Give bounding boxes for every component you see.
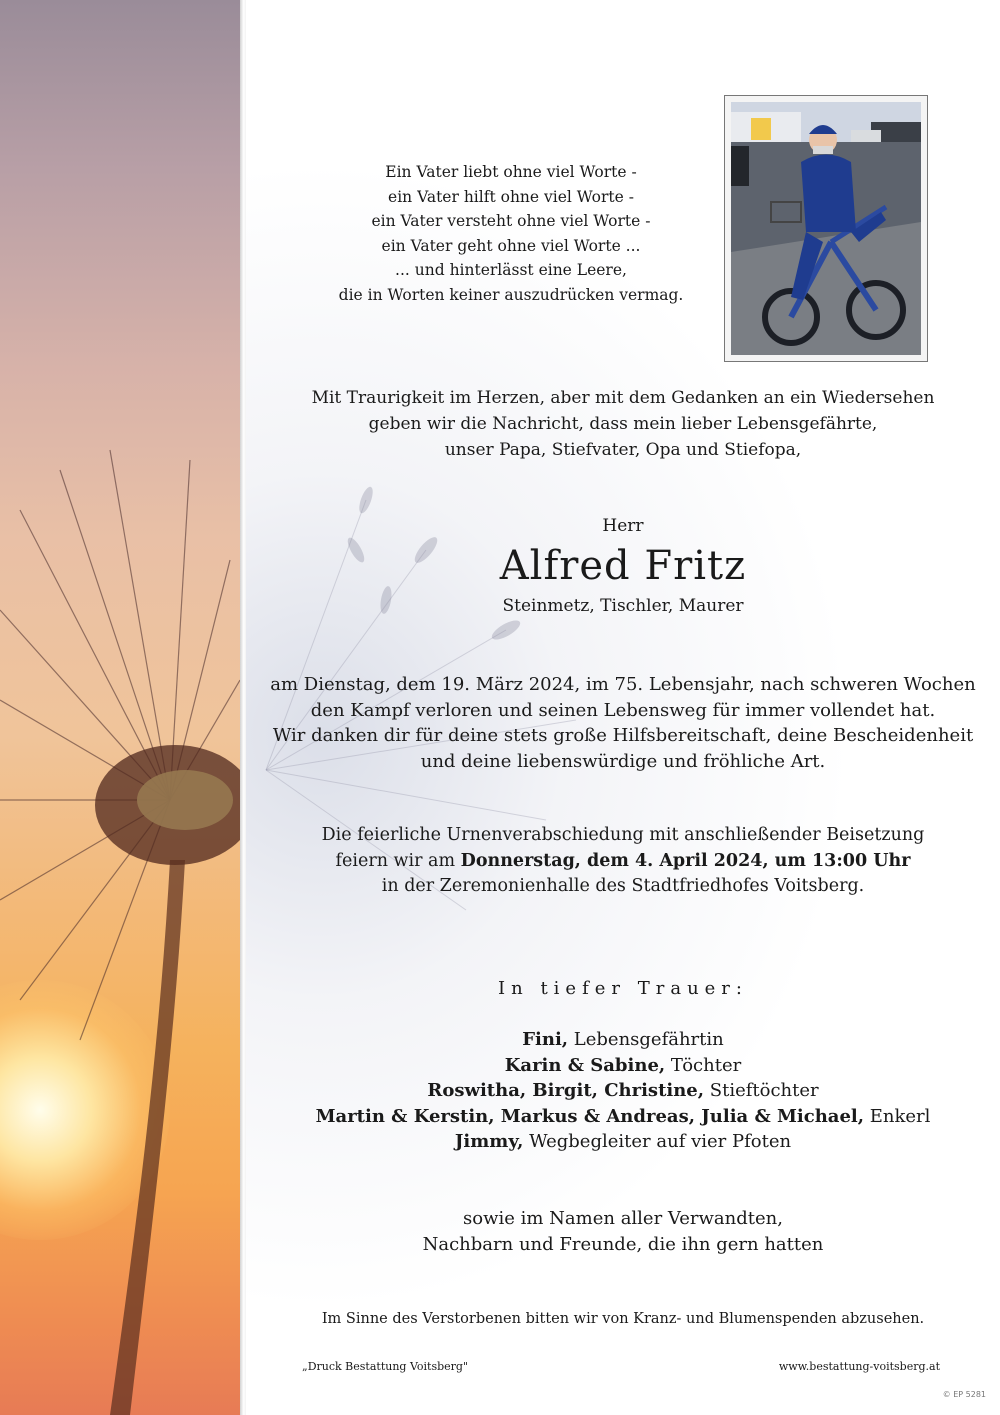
ceremony-prefix: feiern wir am [335,850,461,871]
mourner-names: Fini, [522,1029,569,1050]
ceremony-line: in der Zeremonienhalle des Stadtfriedhofes Voitsberg. [381,876,865,896]
mourning-heading: In tiefer Trauer: [498,978,748,999]
ceremony-date: Donnerstag, dem 4. April 2024, um 13:00 Uhr [460,850,911,871]
death-notice-line: Wir danken dir für deine stets große Hilfsbereitschaft, deine Bescheidenheit [272,725,974,746]
intro-line: unser Papa, Stiefvater, Opa und Stiefopa, [444,440,802,460]
mourner-entry [246,1129,1000,1155]
poem-line: ein Vater versteht ohne viel Worte - [371,212,651,230]
portrait-photo [731,102,921,355]
poem-line: ein Vater geht ohne viel Worte ... [381,236,641,255]
mourner-relation: Töchter [665,1054,742,1076]
mourner-entry [246,1078,1000,1104]
intro-line: geben wir die Nachricht, dass mein lieber Lebensgefährte, [368,414,878,434]
mourner-names: Martin & Kerstin, Markus & Andreas, Julia & Michael, [315,1105,865,1127]
mourner-relation: Stieftöchter [704,1080,819,1101]
dandelion-illustration [0,440,240,1415]
relatives-line: Nachbarn und Freunde, die ihn gern hatten [422,1234,824,1255]
ceremony-info [256,823,990,900]
death-notice-line: am Dienstag, dem 19. März 2024, im 75. Lebensjahr, nach schweren Wochen [270,674,976,695]
death-notice-line: den Kampf verloren und seinen Lebensweg für immer vollendet hat. [310,699,936,721]
notice-content [246,0,1000,1415]
mourner-relation: Lebensgefährtin [568,1029,724,1050]
poem-line: Ein Vater liebt ohne viel Worte - [385,163,637,181]
intro-text [266,385,980,463]
footer-printer: „Druck Bestattung Voitsberg" [302,1360,468,1373]
profession: Steinmetz, Tischler, Maurer [502,596,744,616]
mourner-entry [246,1027,1000,1053]
print-code: © EP 5281 [942,1390,986,1399]
intro-line: Mit Traurigkeit im Herzen, aber mit dem Gedanken an ein Wiedersehen [311,388,935,408]
mourner-names: Karin & Sabine, [504,1054,666,1076]
poem [306,160,716,307]
poem-line: ... und hinterlässt eine Leere, [395,261,627,279]
poem-line: ein Vater hilft ohne viel Worte - [388,187,634,206]
mourner-entry [246,1053,1000,1079]
relatives-line: sowie im Namen aller Verwandten, [463,1208,783,1229]
mourners-list [246,1027,1000,1155]
mourner-relation: Wegbegleiter auf vier Pfoten [523,1131,792,1152]
cyclist-photo-illustration [731,102,921,355]
mourner-entry [246,1104,1000,1130]
poem-line: die in Worten keiner auszudrücken vermag. [338,285,684,304]
salutation: Herr [602,516,644,536]
deceased-name: Alfred Fritz [499,543,747,589]
mourner-names: Jimmy, [454,1131,524,1152]
death-notice-line: und deine liebenswürdige und fröhliche Art. [420,750,826,772]
ceremony-line: Die feierliche Urnenverabschiedung mit anschließender Beisetzung [321,825,925,845]
portrait-photo-frame [724,95,928,362]
mourner-names: Roswitha, Birgit, Christine, [427,1080,705,1101]
death-notice [256,672,990,774]
ceremony-line [256,849,990,875]
relatives-text [246,1206,1000,1258]
donation-wish: Im Sinne des Verstorbenen bitten wir von Kranz- und Blumenspenden abzusehen. [321,1311,925,1327]
footer-website[interactable]: www.bestattung-voitsberg.at [778,1360,940,1373]
mourner-relation: Enkerl [864,1105,931,1127]
